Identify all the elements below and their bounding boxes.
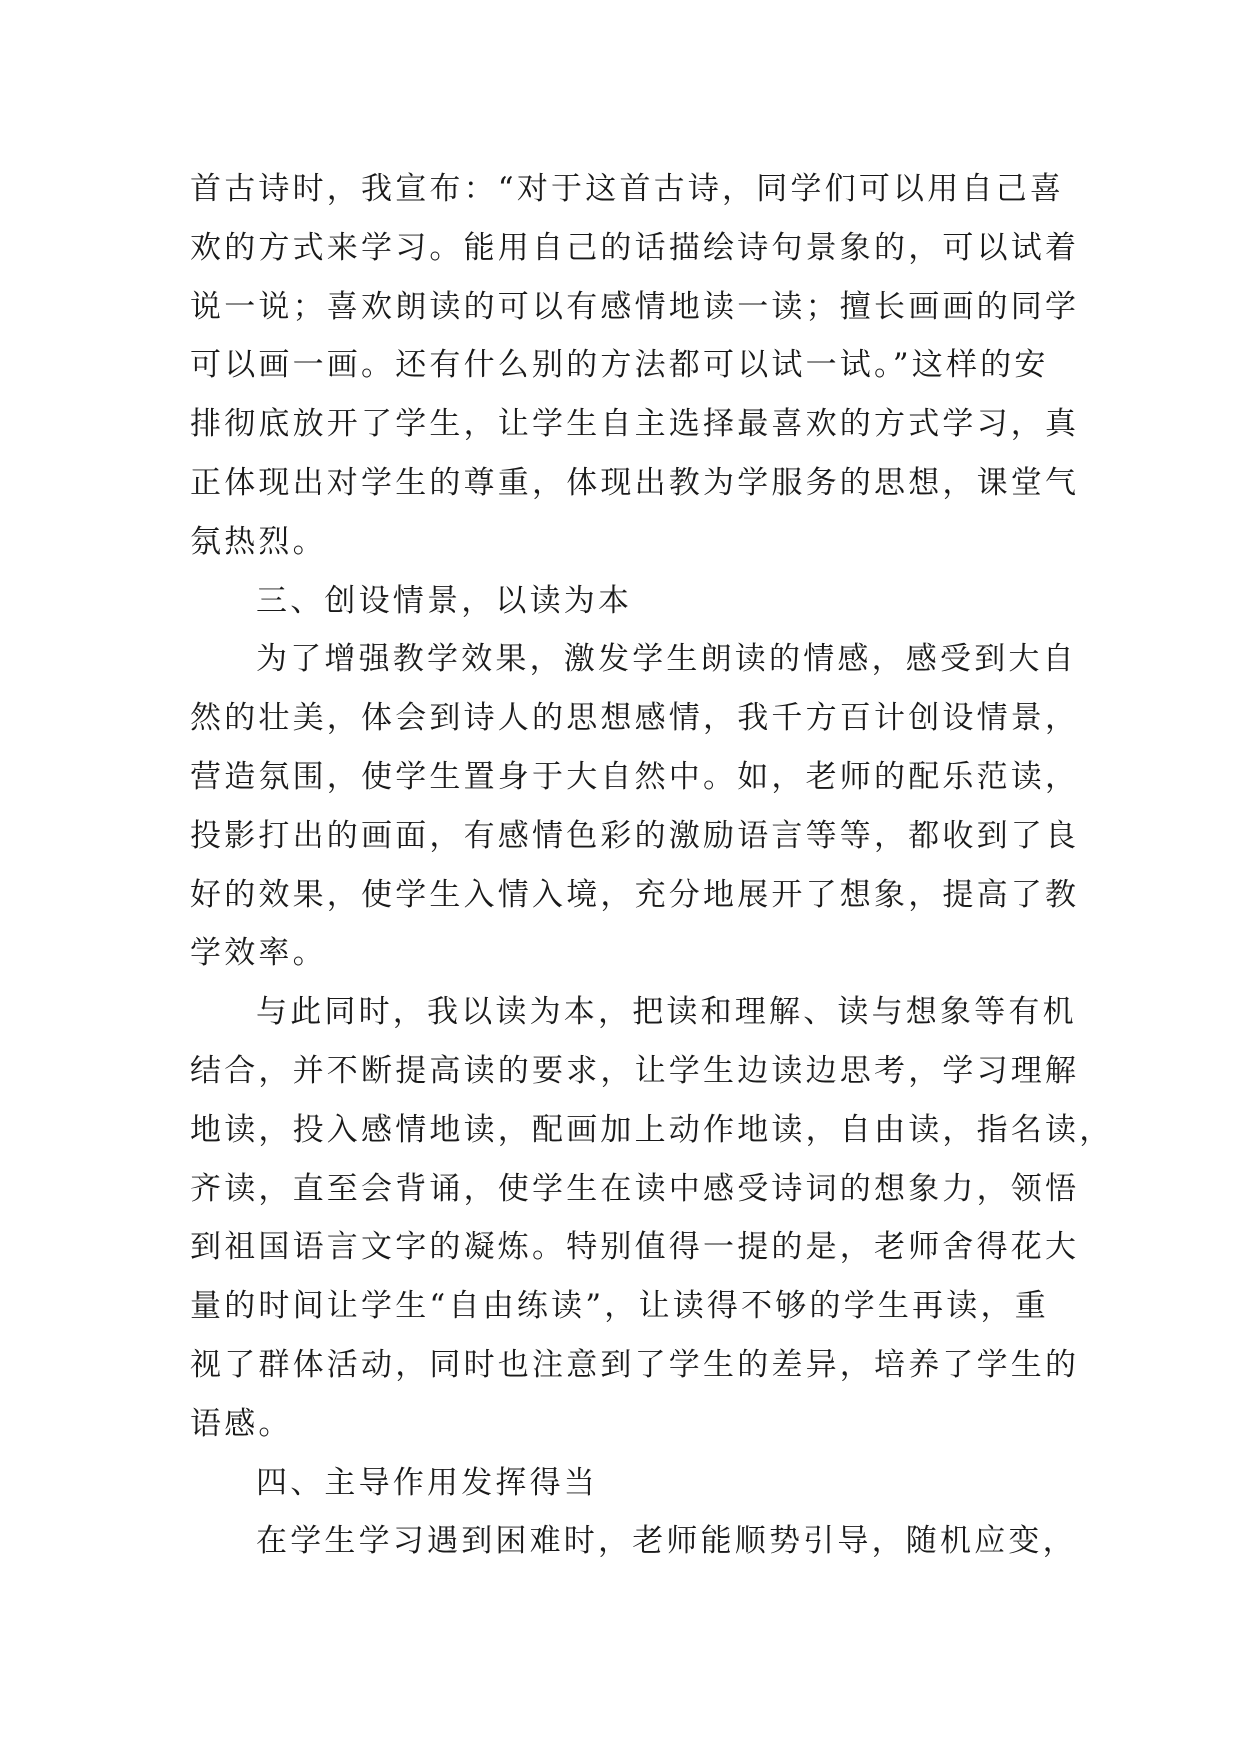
paragraph-start-line: 三、创设情景，以读为本 [256,582,633,619]
text-line: 学效率。 [190,935,327,972]
text-line: 氛热烈。 [190,523,327,560]
text-line: 营造氛围，使学生置身于大自然中。如，老师的配乐范读， [190,758,1080,795]
text-line: 首古诗时，我宣布：“对于这首古诗，同学们可以用自己喜 [190,171,1065,207]
text-line: 正体现出对学生的尊重，体现出教为学服务的思想，课堂气 [190,464,1080,501]
text-line: 量的时间让学生“自由练读”，让读得不够的学生再读，重 [190,1288,1049,1325]
paragraph-start-line: 在学生学习遇到困难时，老师能顺势引导，随机应变， [256,1523,1077,1560]
paragraph-start-line: 四、主导作用发挥得当 [256,1464,598,1501]
text-line: 齐读，直至会背诵，使学生在读中感受诗词的想象力，领悟 [190,1170,1080,1207]
paragraph-start-line: 为了增强教学效果，激发学生朗读的情感，感受到大自 [256,641,1077,678]
paragraph-start-line: 与此同时，我以读为本，把读和理解、读与想象等有机 [256,994,1077,1031]
text-line: 欢的方式来学习。能用自己的话描绘诗句景象的，可以试着 [190,229,1080,266]
text-line: 结合，并不断提高读的要求，让学生边读边思考，学习理解 [190,1052,1080,1089]
text-line: 语感。 [190,1405,293,1442]
text-line: 然的壮美，体会到诗人的思想感情，我千方百计创设情景， [190,700,1080,737]
text-line: 投影打出的画面，有感情色彩的激励语言等等，都收到了良 [190,817,1080,854]
text-line: 地读，投入感情地读，配画加上动作地读，自由读，指名读， [190,1111,1114,1148]
text-line: 好的效果，使学生入情入境，充分地展开了想象，提高了教 [190,876,1080,913]
text-line: 说一说；喜欢朗读的可以有感情地读一读；擅长画画的同学 [190,288,1080,325]
text-line: 排彻底放开了学生，让学生自主选择最喜欢的方式学习，真 [190,406,1080,443]
text-line: 到祖国语言文字的凝炼。特别值得一提的是，老师舍得花大 [190,1229,1080,1266]
document-body [190,160,1114,1571]
text-line: 可以画一画。还有什么别的方法都可以试一试。”这样的安 [190,347,1049,384]
text-line: 视了群体活动，同时也注意到了学生的差异，培养了学生的 [190,1346,1080,1383]
